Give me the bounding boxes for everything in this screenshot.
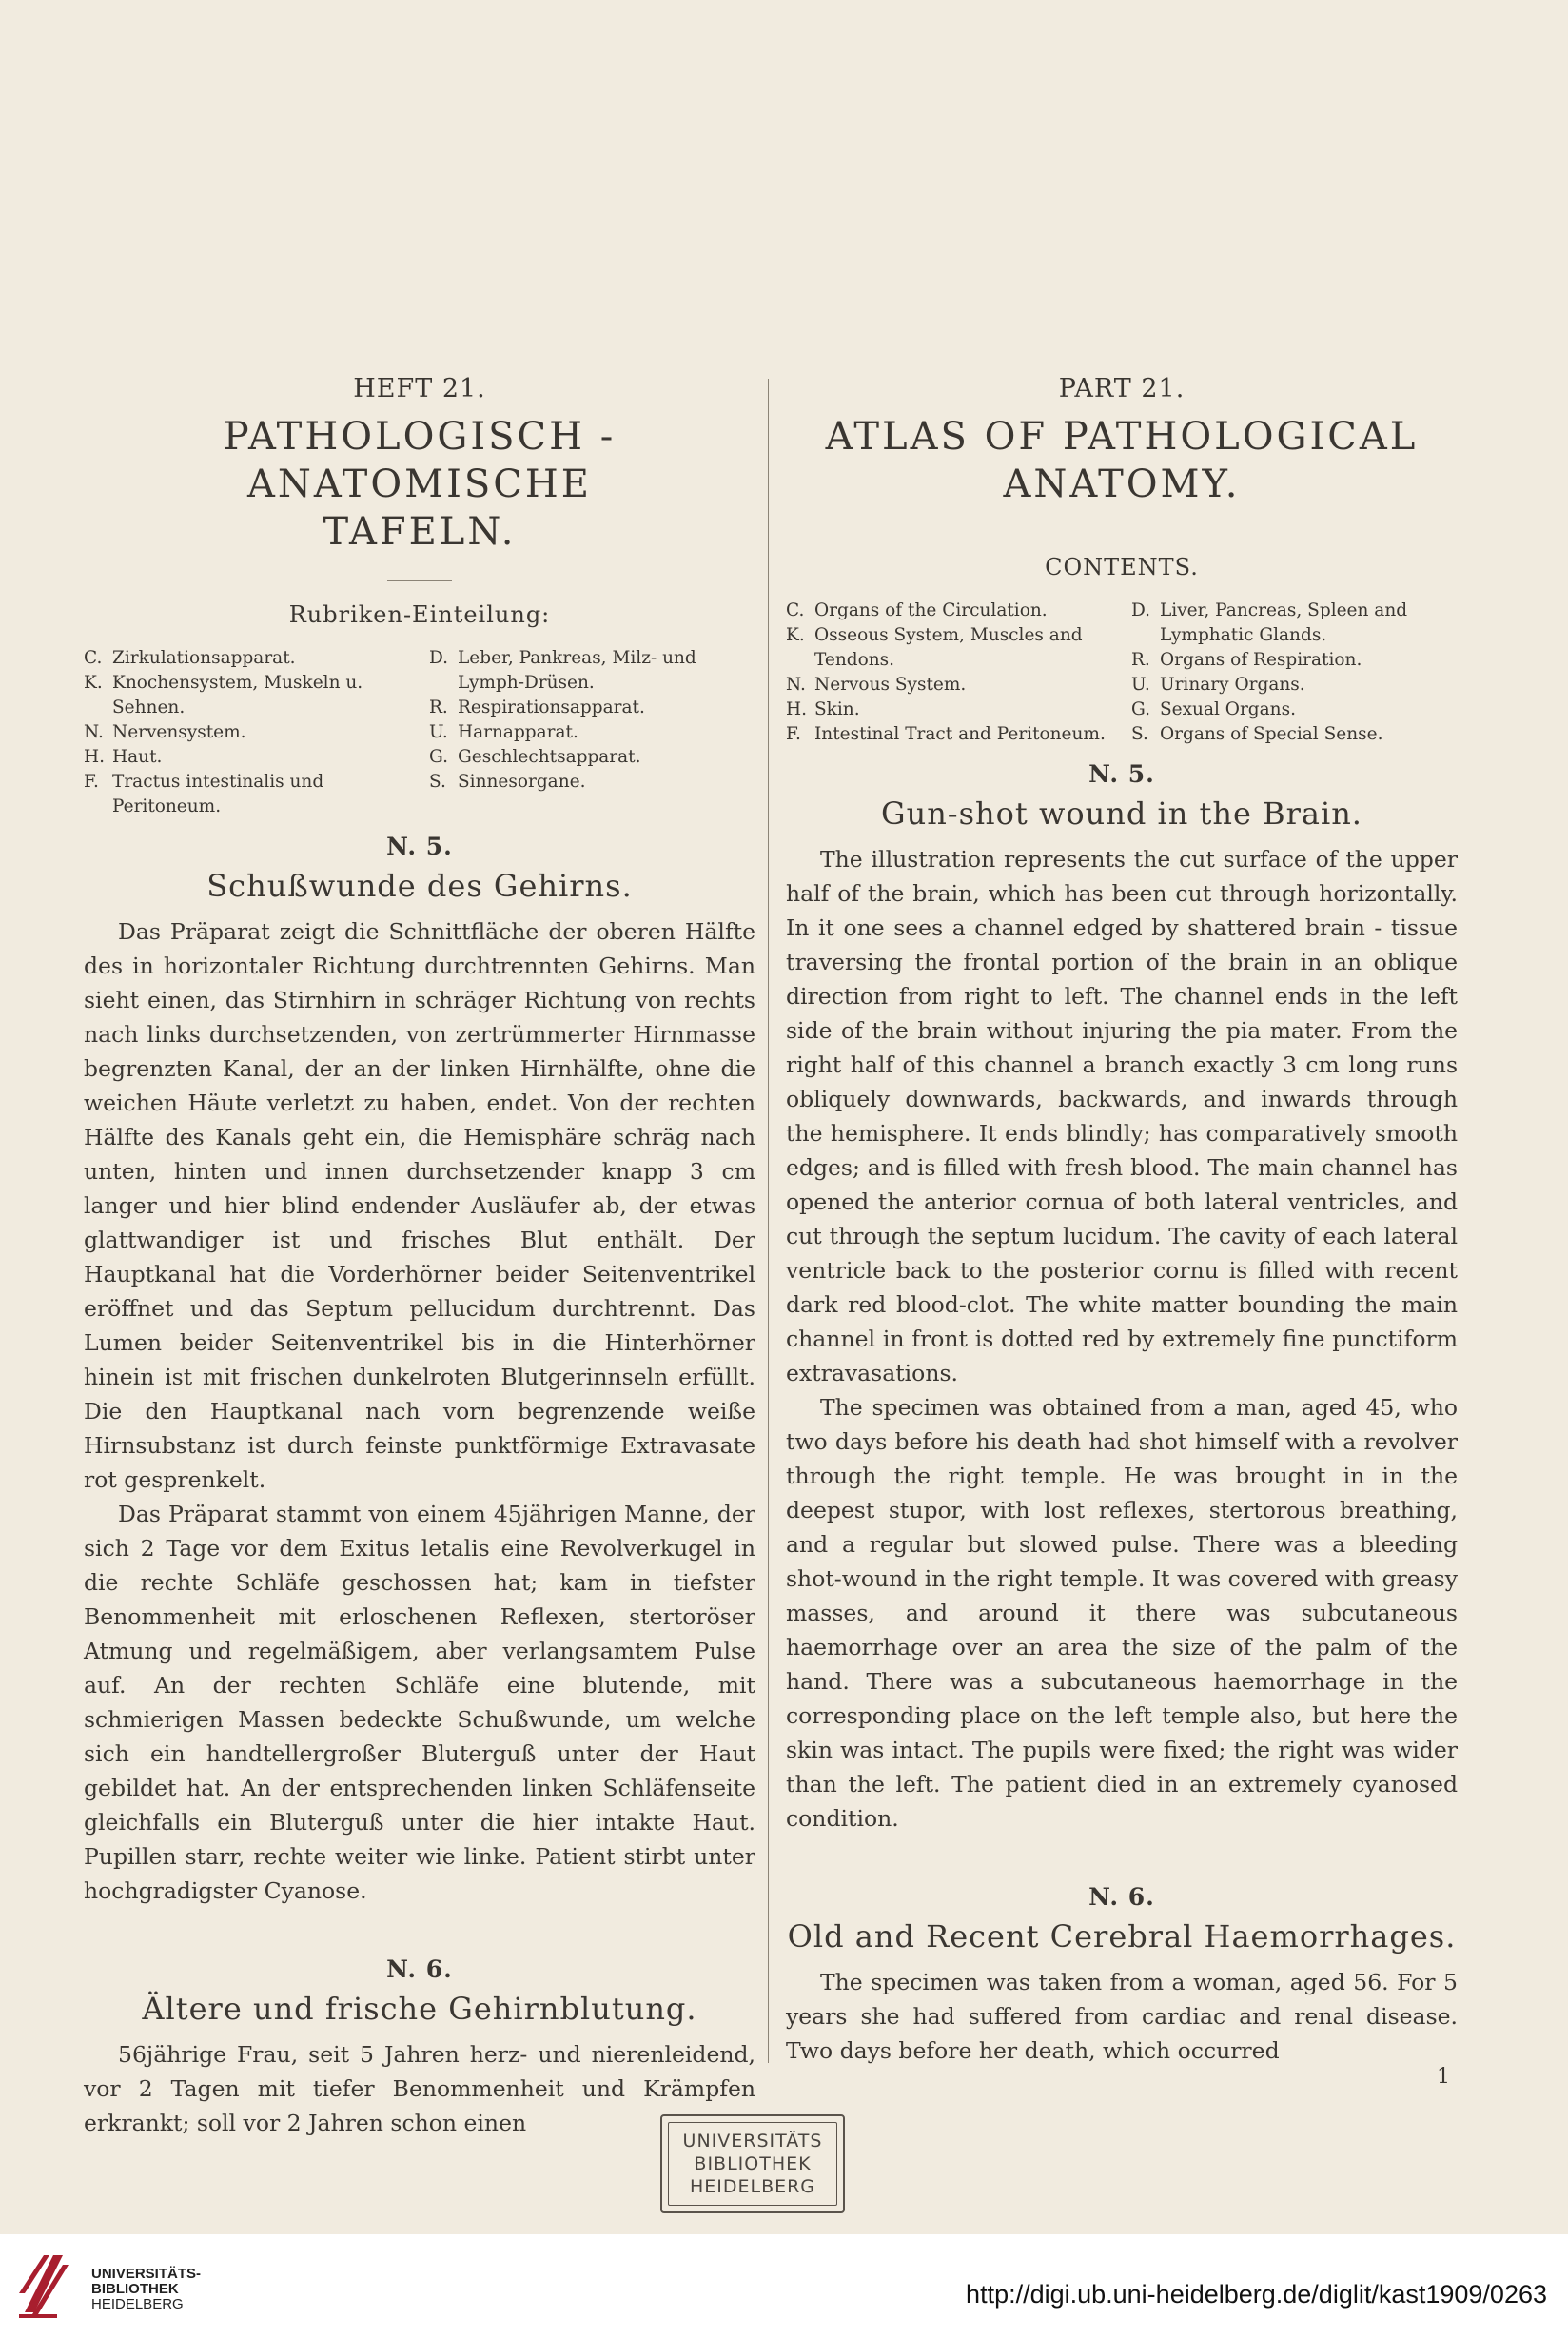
part-label: PART 21. (1058, 374, 1186, 403)
rubrik-code: H. (84, 747, 106, 767)
section-title: Schußwunde des Gehirns. (206, 868, 633, 904)
rubrik-item (429, 770, 755, 795)
contents-label: Osseous System, Muscles and Tendons. (814, 625, 1083, 670)
rubrik-label: Respirationsapparat. (458, 697, 645, 717)
rubrik-heading: Rubriken-Einteilung: (288, 601, 551, 628)
rubrik-code: S. (429, 772, 446, 792)
rubrik-code: R. (429, 697, 448, 717)
library-name-line: BIBLIOTHEK (91, 2281, 179, 2297)
rubrik-code: N. (84, 722, 104, 742)
contents-label: Urinary Organs. (1160, 675, 1305, 695)
rubrik-label: Nervensystem. (112, 722, 246, 742)
rubrik-item (84, 720, 410, 745)
english-column (786, 373, 1458, 2068)
rubrik-code: C. (84, 648, 103, 668)
rubrik-code: U. (429, 722, 448, 742)
contents-item (786, 722, 1112, 747)
contents-code: S. (1131, 724, 1148, 744)
rubrik-code: D. (429, 648, 449, 668)
section-number: N. 5. (1088, 760, 1155, 788)
rubrik-item (429, 745, 755, 770)
contents-label: Intestinal Tract and Peritoneum. (814, 724, 1106, 744)
rubrik-col-right (429, 646, 755, 819)
column-divider (768, 379, 769, 2063)
title-divider (387, 580, 452, 581)
section-title: Old and Recent Cerebral Haemorrhages. (787, 1918, 1457, 1955)
section-title: Ältere und frische Gehirnblutung. (142, 1991, 697, 2027)
german-title-line1: PATHOLOGISCH - ANATOMISCHE (223, 415, 617, 506)
library-stamp (660, 2114, 845, 2213)
rubrik-label: Haut. (112, 747, 163, 767)
spacer (786, 1836, 1458, 1870)
contents-item (786, 623, 1112, 673)
contents-heading: CONTENTS. (1045, 554, 1199, 580)
contents-col-left (786, 599, 1112, 747)
contents-item (1131, 648, 1458, 673)
rubrik-label: Zirkulationsapparat. (112, 648, 296, 668)
english-title (786, 413, 1458, 508)
rubrik-label: Tractus intestinalis und Peritoneum. (112, 772, 324, 816)
contents-code: N. (786, 675, 806, 695)
contents-list (786, 599, 1458, 747)
contents-code: D. (1131, 600, 1151, 620)
rubrik-label: Leber, Pankreas, Milz- und Lymph-Drüsen. (458, 648, 696, 693)
contents-code: K. (786, 625, 805, 645)
english-title-line2: ANATOMY. (1003, 462, 1241, 506)
stamp-line: BIBLIOTHEK (694, 2153, 812, 2174)
heft-label: HEFT 21. (353, 374, 486, 403)
permalink-link[interactable]: http://digi.ub.uni-heidelberg.de/diglit/kast1909/0263 (966, 2280, 1547, 2309)
contents-code: G. (1131, 699, 1150, 719)
rubrik-label: Knochensystem, Muskeln u. Sehnen. (112, 673, 363, 717)
contents-item (1131, 673, 1458, 697)
section-number: N. 6. (1088, 1883, 1155, 1911)
german-title (84, 413, 755, 556)
library-name-line: UNIVERSITÄTS- (91, 2266, 202, 2282)
german-title-line2: TAFELN. (323, 510, 517, 554)
rubrik-item (429, 646, 755, 696)
rubrik-item (429, 720, 755, 745)
contents-code: U. (1131, 675, 1150, 695)
english-title-line1: ATLAS OF PATHOLOGICAL (825, 415, 1419, 459)
contents-label: Nervous System. (814, 675, 967, 695)
paragraph: The specimen was obtained from a man, aged 45, who two days before his death had shot himself with a revolver through the right temple. He was brought in in the deepest stupor, with lost reflexes, stertorous breathing, and a regular but slowed pulse. There was a bleeding shot-wound in the right temple. It was covered with greasy masses, and around it there was subcutaneous haemorrhage over an area the size of the palm of the hand. There was a subcutaneous haemorrhage in the corresponding place on the left temple also, but here the skin was intact. The pupils were fixed; the right was wider than the left. The patient died in an extremely cyanosed condition. (786, 1394, 1458, 1832)
rubrik-code: F. (84, 772, 99, 792)
section-title: Gun-shot wound in the Brain. (881, 796, 1362, 832)
paragraph: The illustration represents the cut surface of the upper half of the brain, which has been cut through horizontally. In it one sees a channel edged by shattered brain - tissue traversing the frontal portion of the brain in an oblique direction from right to left. The channel ends in the left side of the brain without injuring the pia mater. From the right half of this channel a branch exactly 3 cm long runs obliquely downwards, backwards, and inwards through the hemisphere. It ends blindly; has comparatively smooth edges; and is filled with fresh blood. The main channel has opened the anterior cornua of both lateral ventricles, and cut through the septum lucidum. The cavity of each lateral ventricle back to the posterior cornu is filled with recent dark red blood-clot. The white matter bounding the main channel in front is dotted red by extremely fine punctiform extravasations. (786, 846, 1458, 1386)
contents-label: Skin. (814, 699, 860, 719)
rubrik-code: G. (429, 747, 448, 767)
rubrik-item (84, 671, 410, 720)
contents-item (1131, 697, 1458, 722)
stamp-line: HEIDELBERG (689, 2176, 816, 2197)
contents-item (786, 697, 1112, 722)
contents-code: F. (786, 724, 801, 744)
rubrik-code: K. (84, 673, 103, 693)
contents-code: C. (786, 600, 805, 620)
contents-item (1131, 722, 1458, 747)
library-name[interactable] (91, 2267, 201, 2312)
german-column (84, 373, 755, 2140)
library-logo-icon[interactable] (15, 2246, 72, 2322)
library-name-line: HEIDELBERG (91, 2296, 184, 2312)
rubrik-list (84, 646, 755, 819)
contents-item (786, 673, 1112, 697)
paragraph: The specimen was taken from a woman, aged 56. For 5 years she had suffered from cardiac and renal disease. Two days before her death, which occurred (786, 1969, 1458, 2064)
footer-bar (0, 2234, 1568, 2338)
paragraph: 56jährige Frau, seit 5 Jahren herz- und nierenleidend, vor 2 Tagen mit tiefer Benommenheit und Krämpfen erkrankt; soll vor 2 Jahren schon einen (84, 2041, 755, 2136)
contents-label: Organs of Respiration. (1160, 650, 1362, 670)
stamp-line: UNIVERSITÄTS (682, 2131, 823, 2151)
rubrik-label: Harnapparat. (458, 722, 578, 742)
contents-label: Organs of the Circulation. (814, 600, 1048, 620)
contents-code: H. (786, 699, 808, 719)
section-number: N. 6. (386, 1955, 453, 1983)
rubrik-col-left (84, 646, 410, 819)
spacer (84, 1908, 755, 1942)
rubrik-label: Sinnesorgane. (458, 772, 586, 792)
rubrik-item (429, 696, 755, 720)
contents-col-right (1131, 599, 1458, 747)
page-number: 1 (1437, 2065, 1450, 2089)
contents-label: Organs of Special Sense. (1160, 724, 1383, 744)
contents-label: Sexual Organs. (1160, 699, 1296, 719)
paragraph: Das Präparat zeigt die Schnittfläche der oberen Hälfte des in horizontaler Richtung durchtrennten Gehirns. Man sieht einen, das Stirnhirn in schräger Richtung von rechts nach links durchsetzenden, von zertrümmerter Hirnmasse begrenzten Kanal, der an der linken Hirnhälfte, ohne die weichen Häute verletzt zu haben, endet. Von der rechten Hälfte des Kanals geht ein, die Hemisphäre schräg nach unten, hinten und innen durchsetzender knapp 3 cm langer und hier blind endender Ausläufer ab, der etwas glattwandiger ist und frisches Blut enthält. Der Hauptkanal hat die Vorderhörner beider Seitenventrikel eröffnet und das Septum pellucidum durchtrennt. Das Lumen beider Seitenventrikel bis in die Hinterhörner hinein ist mit frischen dunkelroten Blutgerinnseln erfüllt. Die den Hauptkanal nach vorn begrenzende weiße Hirnsubstanz ist durch feinste punktförmige Extravasate rot gesprenkelt. (84, 918, 755, 1493)
rubrik-item (84, 745, 410, 770)
paragraph: Das Präparat stammt von einem 45jährigen Manne, der sich 2 Tage vor dem Exitus letalis eine Revolverkugel in die rechte Schläfe geschossen hat; kam in tiefster Benommenheit mit erloschenen Reflexen, stertoröser Atmung und regelmäßigem, aber verlangsamtem Pulse auf. An der rechten Schläfe eine blutende, mit schmierigen Massen bedeckte Schußwunde, um welche sich ein handtellergroßer Bluterguß unter der Haut gebildet hat. An der entsprechenden linken Schläfenseite gleichfalls ein Bluterguß unter die hier intakte Haut. Pupillen starr, rechte weiter wie linke. Patient stirbt unter hochgradigster Cyanose. (84, 1501, 755, 1904)
section-number: N. 5. (386, 833, 453, 860)
rubrik-item (84, 646, 410, 671)
contents-code: R. (1131, 650, 1150, 670)
contents-item (1131, 599, 1458, 648)
rubrik-item (84, 770, 410, 819)
rubrik-label: Geschlechtsapparat. (458, 747, 641, 767)
contents-label: Liver, Pancreas, Spleen and Lymphatic Glands. (1160, 600, 1408, 645)
contents-item (786, 599, 1112, 623)
